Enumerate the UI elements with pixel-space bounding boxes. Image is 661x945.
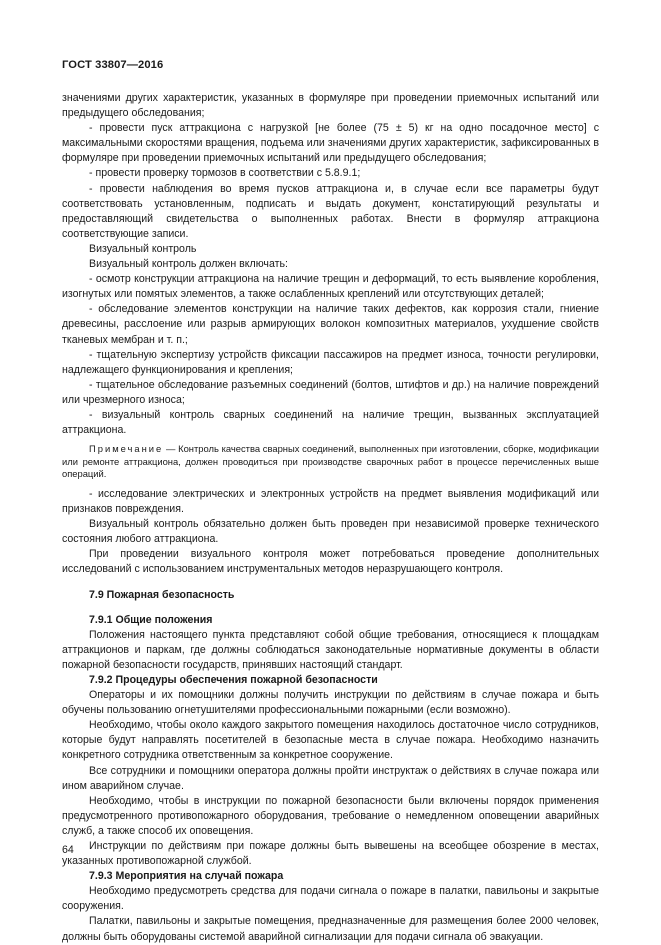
paragraph: Необходимо, чтобы около каждого закрытого помещения находилось достаточное число сотрудников, которые будут направлять посетителей в безопасные места в случае пожара. Необходимо назначить конкретного сотрудника ответственным за конкретное сооружение. xyxy=(62,719,599,762)
paragraph: Инструкции по действиям при пожаре должны быть вывешены на всеобщее обозрение в местах, указанных противопожарной службой. xyxy=(62,840,599,868)
note-label: Примечание xyxy=(89,443,164,455)
body-part-2 xyxy=(62,487,599,945)
paragraph: Необходимо, чтобы в инструкции по пожарной безопасности были включены порядок применения предусмотренного противопожарного оборудования, требование о немедленном оповещении аварийных служб, а также способ их оповещения. xyxy=(62,794,599,837)
paragraph: - тщательную экспертизу устройств фиксации пассажиров на предмет износа, точности регулировки, надлежащего функционирования и крепления; xyxy=(62,348,599,376)
paragraph: При проведении визуального контроля может потребоваться проведение дополнительных исследований с использованием инструментальных методов неразрушающего контроля. xyxy=(62,548,599,576)
paragraph: - провести пуск аттракциона с нагрузкой [не более (75 ± 5) кг на одно посадочное место] с максимальными скоростями вращения, подъема или значениями других характеристик, зафиксированных в формуляре при проведении приемочных испытаний или предыдущего обследования; xyxy=(62,122,599,165)
paragraph: Все сотрудники и помощники оператора должны пройти инструктаж о действиях в случае пожара или ином аварийном случае. xyxy=(62,764,599,792)
paragraph: Визуальный контроль должен включать: xyxy=(89,258,288,271)
paragraph: Необходимо предусмотреть средства для подачи сигнала о пожаре в палатки, павильоны и закрытые сооружения. xyxy=(62,885,599,913)
paragraph: Визуальный контроль обязательно должен быть проведен при независимой проверке технического состояния любого аттракциона. xyxy=(62,518,599,546)
document-header: ГОСТ 33807—2016 xyxy=(62,59,164,71)
paragraph: - обследование элементов конструкции на наличие таких дефектов, как коррозия стали, гниение древесины, расслоение или разрыв армирующих волокон композитных материалов, ухудшение свойств тканевых мембран и т. п.; xyxy=(62,303,599,346)
section-heading: 7.9.1 Общие положения xyxy=(89,613,213,626)
paragraph: - осмотр конструкции аттракциона на наличие трещин и деформаций, то есть выявление коробления, изогнутых или помятых элементов, а также ослабленных креплений или отсутствующих деталей; xyxy=(62,273,599,301)
page-number: 64 xyxy=(62,844,74,856)
document-body xyxy=(62,91,599,945)
section-heading: 7.9 Пожарная безопасность xyxy=(89,588,235,601)
body-part-1 xyxy=(62,91,599,438)
paragraph: - провести наблюдения во время пусков аттракциона и, в случае если все параметры будут соответствовать установленным, подписать и выдать документ, констатирующий результаты и предоставляющий свидетельства о выполненных работах. Внести в формуляр аттракциона соответствующие записи. xyxy=(62,182,599,240)
paragraph: - тщательное обследование разъемных соединений (болтов, штифтов и др.) на наличие повреждений или чрезмерного износа; xyxy=(62,378,599,406)
paragraph: Визуальный контроль xyxy=(89,242,197,255)
paragraph: - исследование электрических и электронных устройств на предмет выявления модификаций или признаков повреждения. xyxy=(62,487,599,516)
paragraph: Положения настоящего пункта представляют собой общие требования, относящиеся к площадкам аттракционов и паркам, где должны соблюдаться законодательные нормативные документы в области пожарной безопасности государств, принявших настоящий стандарт. xyxy=(62,628,599,671)
paragraph: Палатки, павильоны и закрытые помещения, предназначенные для размещения более 2000 человек, должны быть оборудованы системой аварийной сигнализации для подачи сигнала об эвакуации. xyxy=(62,915,599,943)
section-heading: 7.9.2 Процедуры обеспечения пожарной безопасности xyxy=(89,673,378,686)
section-heading: 7.9.3 Мероприятия на случай пожара xyxy=(89,870,284,883)
note-text: — Контроль качества сварных соединений, выполненных при изготовлении, сборке, модификации или ремонте аттракциона, должен проводиться при производстве сварочных работ в процессе перечисленных выше операций. xyxy=(62,443,599,480)
note xyxy=(62,443,599,481)
paragraph: значениями других характеристик, указанных в формуляре при проведении приемочных испытаний или предыдущего обследования; xyxy=(62,92,599,120)
paragraph: - визуальный контроль сварных соединений на наличие трещин, вызванных эксплуатацией аттракциона. xyxy=(62,408,599,437)
paragraph: Операторы и их помощники должны получить инструкции по действиям в случае пожара и быть обучены пользованию огнетушителями профессиональными пожарными (если возможно). xyxy=(62,689,599,717)
paragraph: - провести проверку тормозов в соответствии с 5.8.9.1; xyxy=(89,167,361,180)
